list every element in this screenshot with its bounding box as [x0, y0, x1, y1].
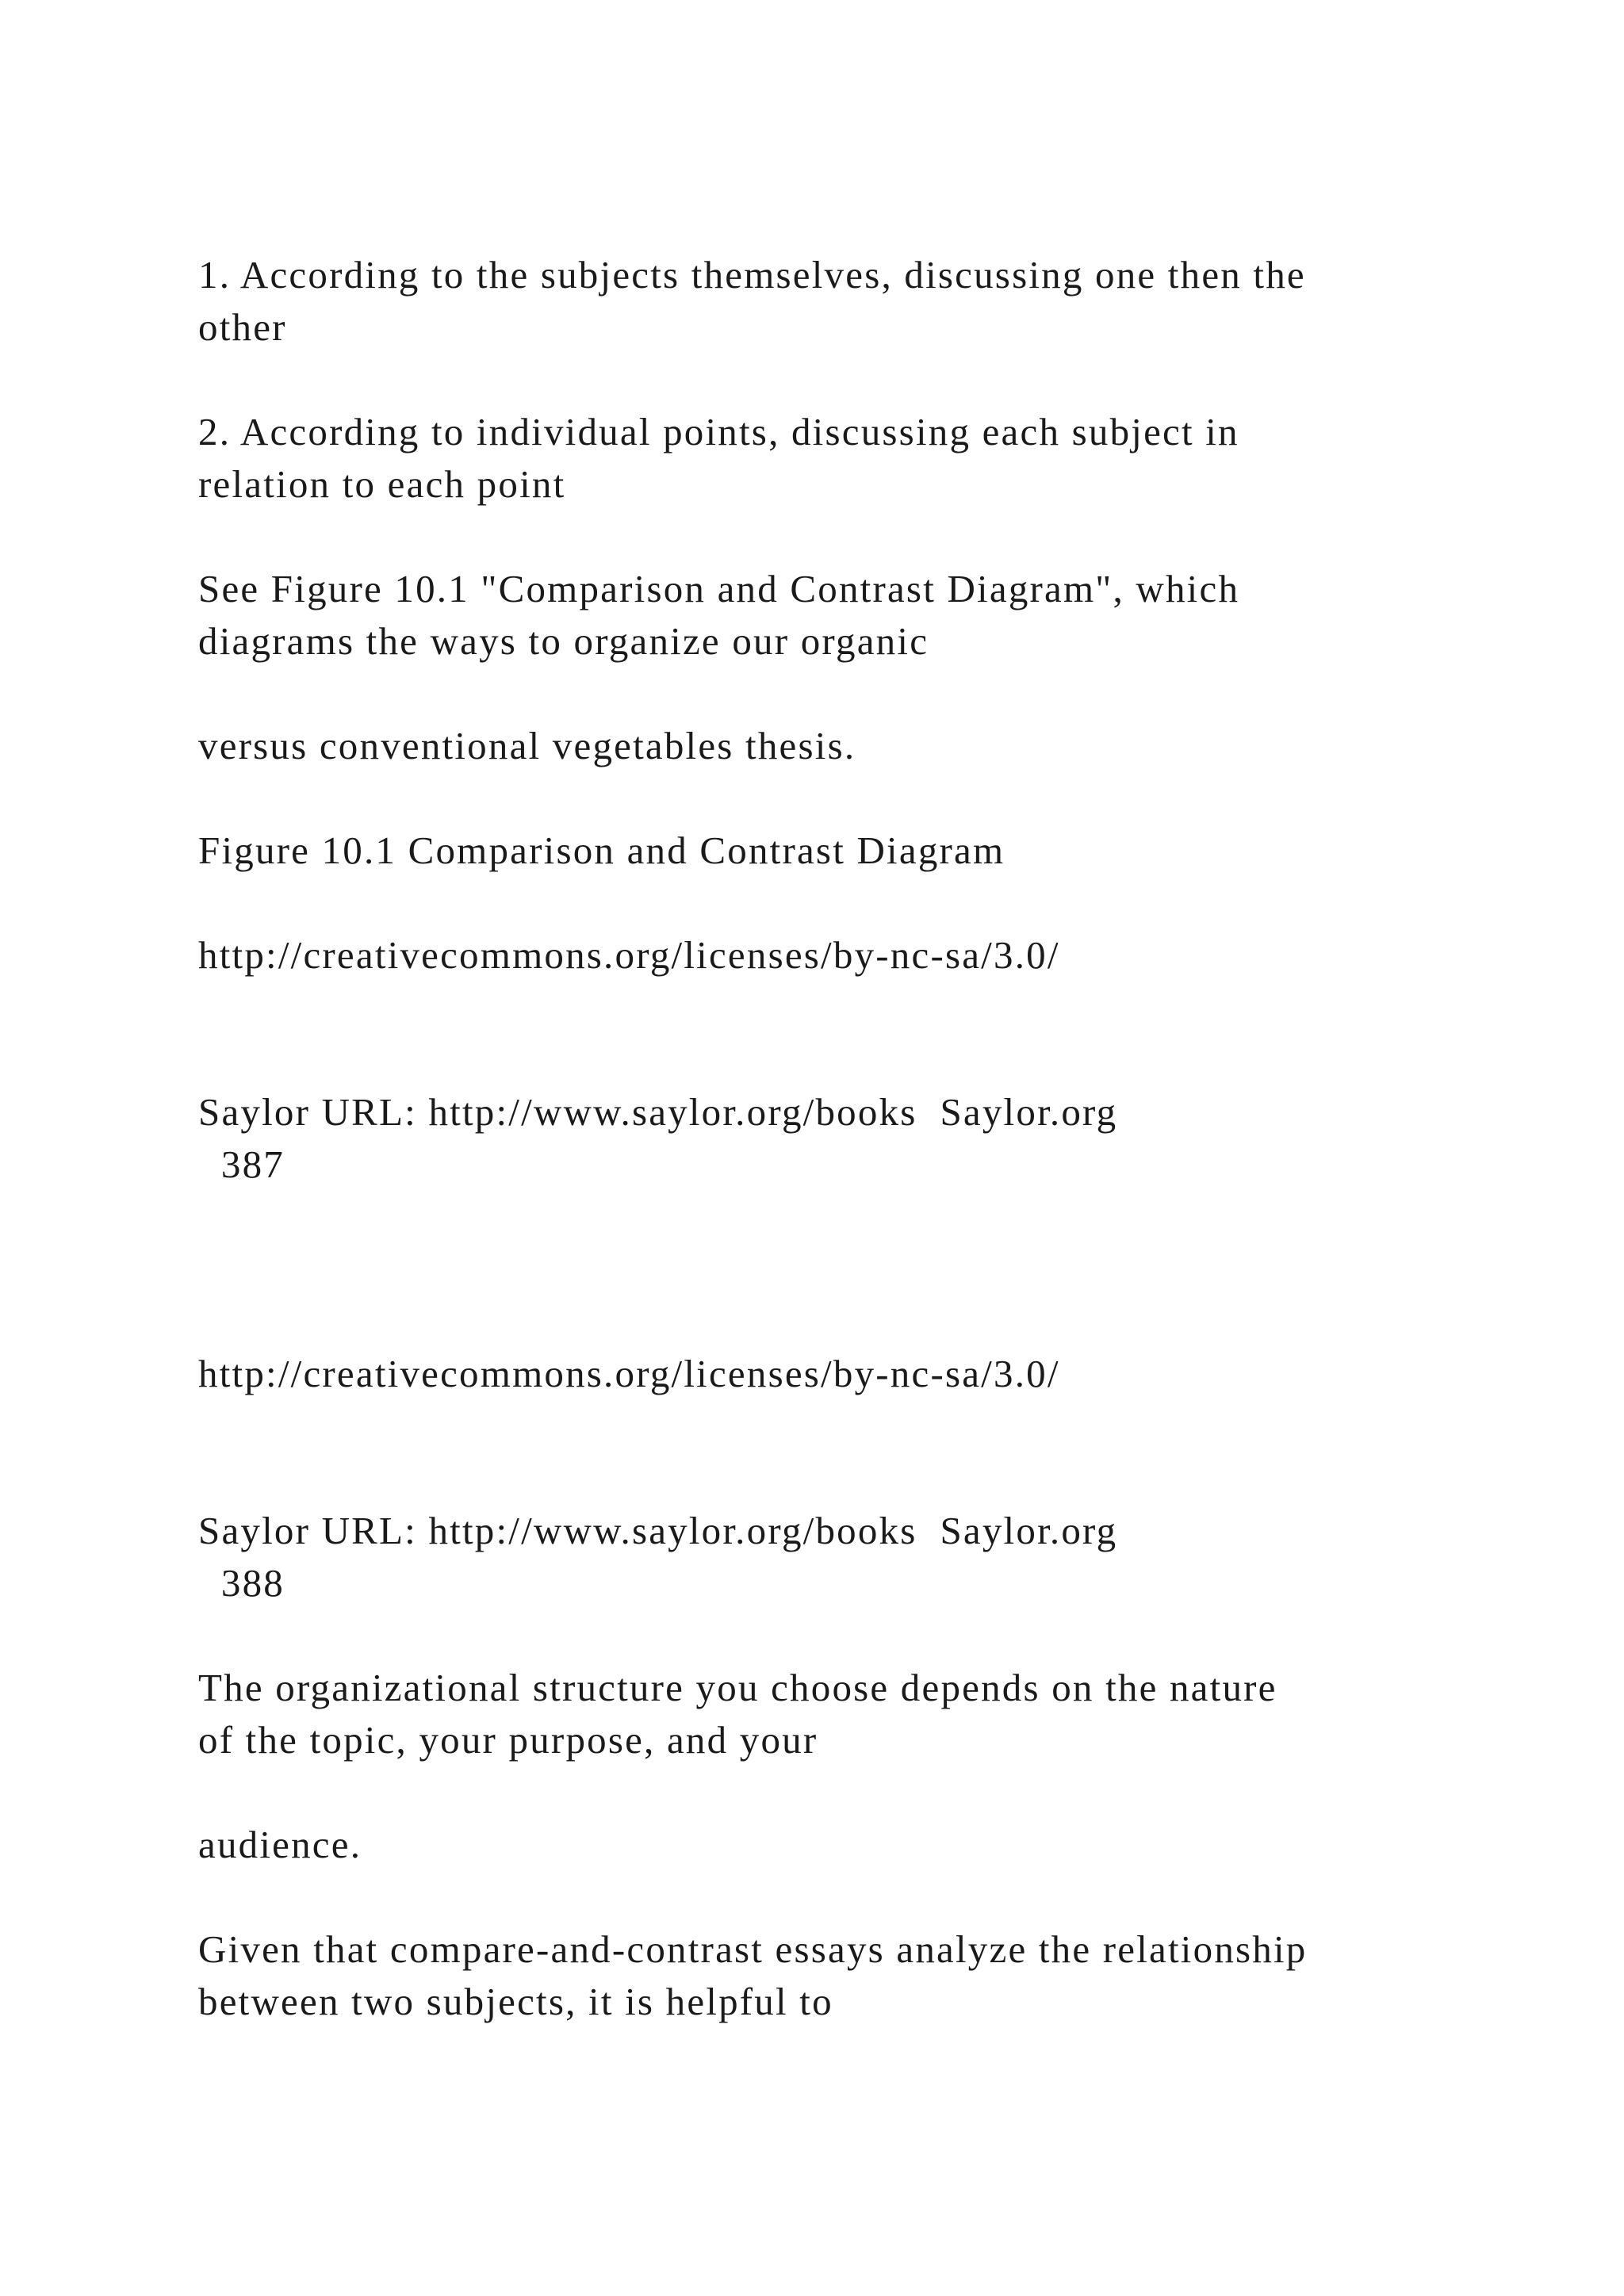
footer-1-page-number: 387	[198, 1142, 285, 1186]
list-item-1-line-1: 1. According to the subjects themselves, discussing one then the	[198, 253, 1306, 297]
license-url-2: http://creativecommons.org/licenses/by-nc-sa/3.0/	[198, 1352, 1060, 1395]
paragraph-1-cont: audience.	[198, 1823, 362, 1866]
list-item-2-line-1: 2. According to individual points, discussing each subject in	[198, 410, 1239, 453]
paragraph-1-line-2: of the topic, your purpose, and your	[198, 1718, 818, 1762]
footer-1-line: Saylor URL: http://www.saylor.org/books Saylor.org	[198, 1090, 1118, 1134]
list-item-2-line-2: relation to each point	[198, 462, 566, 506]
figure-caption: Figure 10.1 Comparison and Contrast Diagram	[198, 828, 1005, 872]
paragraph-2-line-1: Given that compare-and-contrast essays analyze the relationship	[198, 1927, 1308, 1971]
figure-reference-cont: versus conventional vegetables thesis.	[198, 724, 856, 767]
paragraph-2-line-2: between two subjects, it is helpful to	[198, 1980, 833, 2023]
footer-2-line: Saylor URL: http://www.saylor.org/books Saylor.org	[198, 1509, 1118, 1552]
paragraph-1-line-1: The organizational structure you choose depends on the nature	[198, 1666, 1277, 1709]
footer-2-page-number: 388	[198, 1561, 285, 1605]
list-item-1-line-2: other	[198, 305, 287, 349]
figure-reference-line-1: See Figure 10.1 "Comparison and Contrast Diagram", which	[198, 567, 1240, 610]
figure-reference-line-2: diagrams the ways to organize our organic	[198, 619, 929, 663]
license-url-1: http://creativecommons.org/licenses/by-nc-sa/3.0/	[198, 933, 1060, 977]
